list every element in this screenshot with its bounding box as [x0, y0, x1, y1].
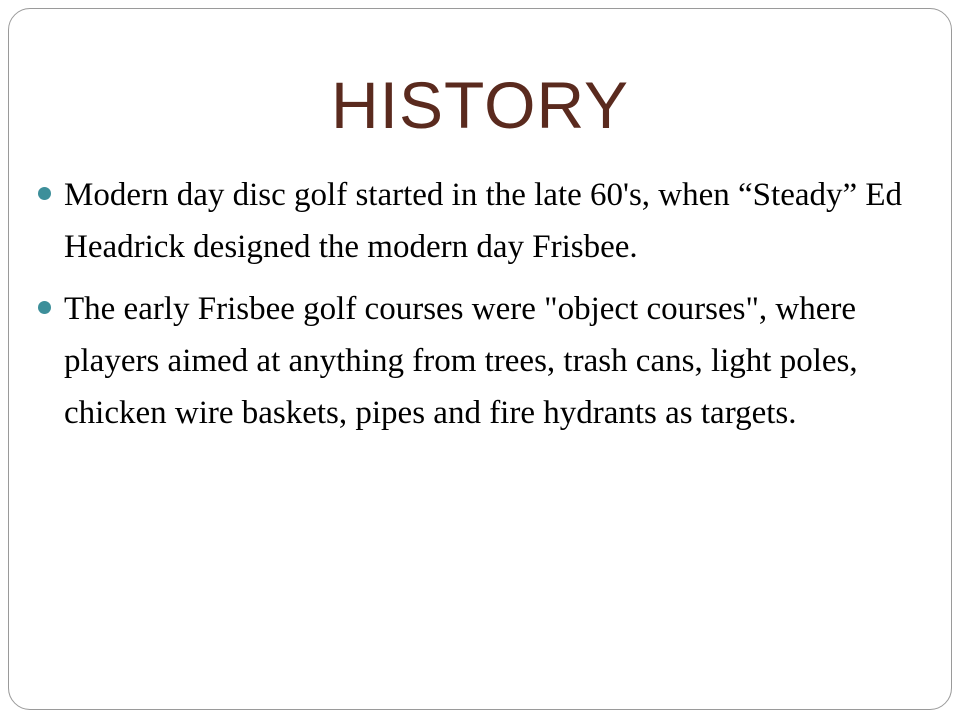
bullet-text: The early Frisbee golf courses were "object courses", where players aimed at anything from trees, trash cans, light poles, chicken wire baskets, pipes and fire hydrants as targets.	[64, 291, 858, 431]
bullet-text: Modern day disc golf started in the late 60's, when “Steady” Ed Headrick designed the modern day Frisbee.	[64, 177, 903, 265]
bullet-list	[36, 169, 906, 449]
bullet-dot-icon	[38, 301, 51, 314]
bullet-dot-icon	[38, 187, 51, 200]
slide-frame	[8, 8, 952, 710]
slide-title: HISTORY	[331, 68, 629, 142]
bullet-item	[36, 169, 906, 273]
bullet-item	[36, 283, 906, 439]
